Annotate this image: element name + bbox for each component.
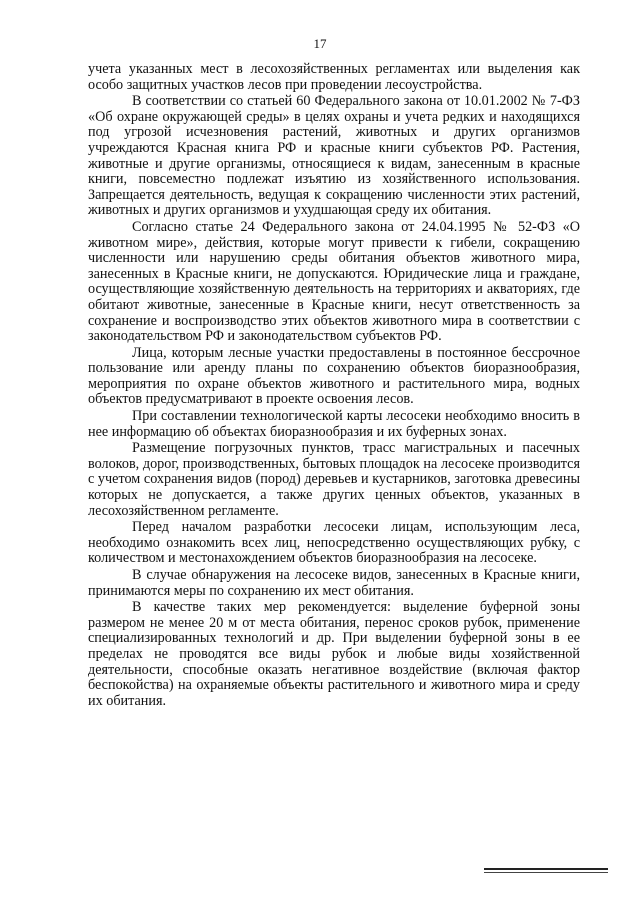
paragraph-placement: Размещение погрузочных пунктов, трасс магистральных и пасечных волоков, дорог, производственных, бытовых площадок на лесосеке производится с учетом сохранения видов (пород) деревьев и кустарников, заготовка древесины которых не допускается, а также других ценных объектов, указанных в лесохозяйственном регламенте. bbox=[88, 440, 580, 519]
paragraph-briefing: Перед началом разработки лесосеки лицам, использующим леса, необходимо ознакомить всех лиц, непосредственно осуществляющих рубку, с количеством и местонахождением объектов биоразнообразия на лесосеке. bbox=[88, 519, 580, 567]
page-number: 17 bbox=[313, 36, 327, 51]
paragraph-article-60: В соответствии со статьей 60 Федерального закона от 10.01.2002 № 7-ФЗ «Об охране окружающей среды» в целях охраны и учета редких и находящихся под угрозой исчезновения растений, животных и других организмов учреждаются Красная книга РФ и красные книги субъектов РФ. Растения, животные и другие организмы, относящиеся к видам, занесенным в красные книги, повсеместно подлежат изъятию из хозяйственного использования. Запрещается деятельность, ведущая к сокращению численности этих растений, животных и других организмов и ухудшающая среду их обитания. bbox=[88, 93, 580, 219]
footer-rule-thin bbox=[484, 872, 608, 873]
paragraph-red-book-species: В случае обнаружения на лесосеке видов, занесенных в Красные книги, принимаются меры по сохранению их мест обитания. bbox=[88, 567, 580, 599]
footer-rule bbox=[484, 868, 608, 870]
paragraph-buffer-zone: В качестве таких мер рекомендуется: выделение буферной зоны размером не менее 20 м от места обитания, перенос сроков рубок, применение специализированных технологий и др. При выделении буферной зоны в ее пределах не проводятся все виды рубок и любые виды хозяйственной деятельности, способные оказать негативное воздействие (включая фактор беспокойства) на охраняемые объекты растительного и животного мира и среду их обитания. bbox=[88, 599, 580, 709]
document-body bbox=[88, 62, 580, 710]
paragraph-tech-map: При составлении технологической карты лесосеки необходимо вносить в нее информацию об объектах биоразнообразия и их буферных зонах. bbox=[88, 408, 580, 440]
paragraph-lease-holders: Лица, которым лесные участки предоставлены в постоянное бессрочное пользование или аренду планы по сохранению объектов биоразнообразия, мероприятия по охране объектов животного и растительного мира, водных объектов предусматривают в проекте освоения лесов. bbox=[88, 344, 580, 408]
paragraph-continuation: учета указанных мест в лесохозяйственных регламентах или выделения как особо защитных участков лесов при проведении лесоустройства. bbox=[88, 61, 580, 93]
paragraph-article-24: Согласно статье 24 Федерального закона от 24.04.1995 № 52-ФЗ «О животном мире», действия, которые могут привести к гибели, сокращению численности или нарушению среды обитания объектов животного мира, занесенных в Красные книги, не допускаются. Юридические лица и граждане, осуществляющие хозяйственную деятельность на территориях и акваториях, где обитают животные, занесенные в Красные книги, несут ответственность за сохранение и воспроизводство этих объектов животного мира в соответствии с законодательством РФ и законодательством субъектов РФ. bbox=[88, 218, 580, 345]
